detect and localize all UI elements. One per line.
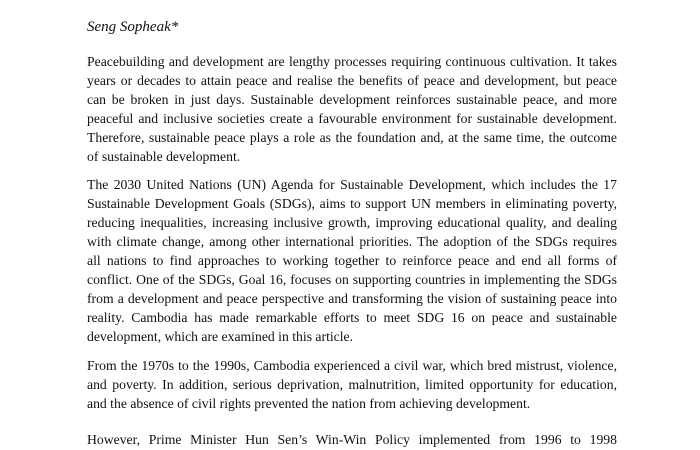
paragraph-line: all nations to find approaches to working together to reinforce peace and end all forms of bbox=[87, 253, 617, 268]
paragraph-line: development, which are examined in this article. bbox=[87, 329, 354, 344]
paragraph-civil-war bbox=[87, 356, 617, 413]
paragraph-intro bbox=[87, 52, 617, 166]
paragraph-line: conflict. One of the SDGs, Goal 16, focuses on supporting countries in implementing the SDGs bbox=[87, 272, 617, 287]
paragraph-line: Sustainable Development Goals (SDGs), aims to support UN members in eliminating poverty, bbox=[87, 196, 617, 211]
paragraph-line: reality. Cambodia has made remarkable efforts to meet SDG 16 on peace and sustainable bbox=[87, 310, 617, 325]
paragraph-line: From the 1970s to the 1990s, Cambodia experienced a civil war, which bred mistrust, violence, bbox=[87, 358, 617, 373]
paragraph-line: can be broken in just days. Sustainable development reinforces sustainable peace, and more bbox=[87, 92, 617, 107]
paragraph-line: reducing inequalities, increasing inclusive growth, improving educational quality, and dealing bbox=[87, 215, 617, 230]
paragraph-line: peaceful and inclusive societies create a favourable environment for sustainable development. bbox=[87, 111, 617, 126]
paragraph-line: years or decades to attain peace and realise the benefits of peace and development, but peace bbox=[87, 73, 617, 88]
paragraph-line: with climate change, among other international priorities. The adoption of the SDGs requires bbox=[87, 234, 617, 249]
paragraph-sdgs bbox=[87, 175, 617, 346]
paragraph-line: and poverty. In addition, serious deprivation, malnutrition, limited opportunity for education, bbox=[87, 377, 617, 392]
paragraph-line: from a development and peace perspective and transforming the vision of sustaining peace into bbox=[87, 291, 617, 306]
paragraph-line: The 2030 United Nations (UN) Agenda for Sustainable Development, which includes the 17 bbox=[87, 177, 617, 192]
paragraph-win-win-policy bbox=[87, 430, 617, 449]
paragraph-line: However, Prime Minister Hun Sen’s Win-Win Policy implemented from 1996 to 1998 bbox=[87, 432, 617, 447]
paragraph-line: and the absence of civil rights prevented the nation from achieving development. bbox=[87, 396, 531, 411]
paragraph-line: Therefore, sustainable peace plays a role as the foundation and, at the same time, the outcome bbox=[87, 130, 617, 145]
paragraph-line: Peacebuilding and development are lengthy processes requiring continuous cultivation. It takes bbox=[87, 54, 617, 69]
paragraph-line: of sustainable development. bbox=[87, 149, 241, 164]
author-name: Seng Sopheak* bbox=[87, 19, 179, 35]
